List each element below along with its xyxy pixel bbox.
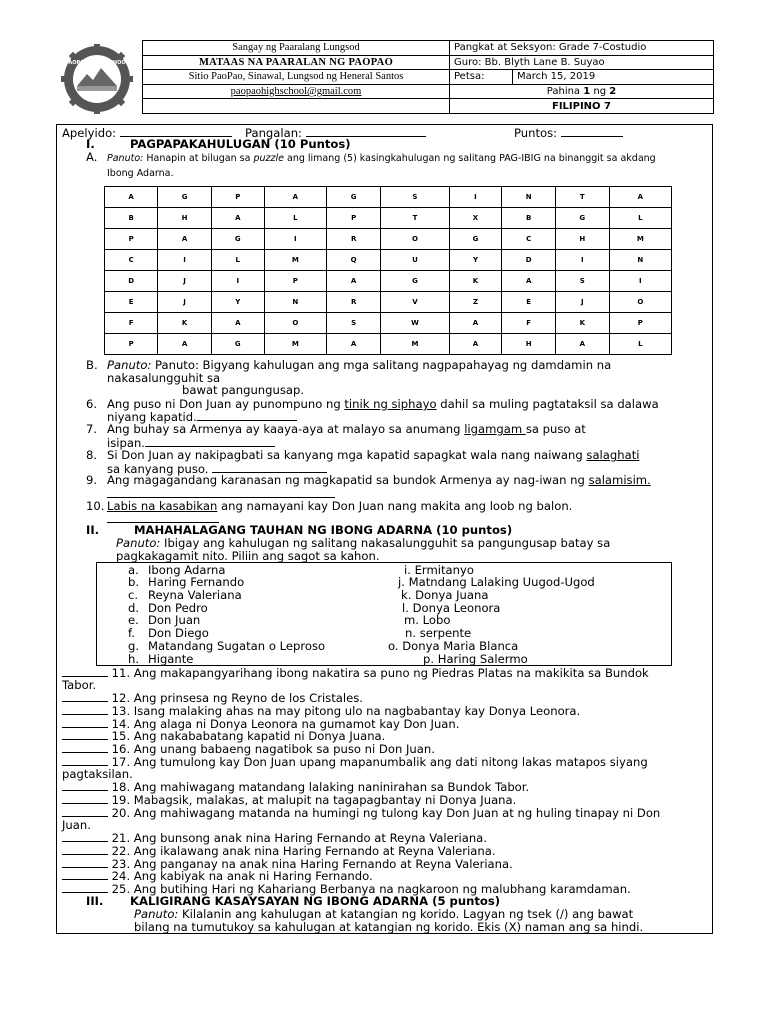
choice-item: Don Pedro	[148, 601, 208, 615]
teacher-name: Guro: Bb. Blyth Lane B. Suyao	[450, 55, 714, 70]
item-7-pre: Ang buhay sa Armenya ay kaaya-aya at malayo sa anumang	[107, 422, 465, 436]
q18-text: 18. Ang mahiwagang matandang lalaking naninirahan sa Bundok Tabor.	[108, 780, 530, 794]
choice-item: p. Haring Salermo	[423, 652, 528, 666]
q23-answer-blank[interactable]	[62, 857, 108, 868]
choice-letter: g.	[128, 639, 140, 653]
grid-cell[interactable]: J	[158, 292, 212, 313]
question-13	[62, 704, 580, 718]
grid-cell[interactable]: A	[211, 208, 264, 229]
grid-cell[interactable]: L	[609, 208, 671, 229]
item-8-pre: Si Don Juan ay nakipagbati sa kanyang mga kapatid sapagkat wala nang naiwang	[107, 448, 587, 462]
q11-answer-blank[interactable]	[62, 666, 108, 677]
item-7-answer-blank[interactable]	[145, 436, 275, 447]
grid-cell[interactable]: H	[502, 334, 556, 355]
question-19	[62, 793, 516, 807]
question-18	[62, 780, 529, 794]
item-6-post: dahil sa muling pagtataksil sa dalawa	[436, 397, 659, 411]
grid-cell[interactable]: I	[264, 229, 326, 250]
grid-cell[interactable]: O	[381, 229, 449, 250]
grid-cell[interactable]: P	[105, 334, 158, 355]
grid-cell[interactable]: N	[502, 187, 556, 208]
grid-cell[interactable]: I	[555, 250, 609, 271]
q24-text: 24. Ang kabiyak na anak ni Haring Fernando.	[108, 869, 373, 883]
q16-answer-blank[interactable]	[62, 742, 108, 753]
grade-section: Pangkat at Seksyon: Grade 7-Costudio	[450, 41, 714, 56]
q25-answer-blank[interactable]	[62, 882, 108, 893]
word-search-grid	[104, 186, 672, 355]
grid-cell[interactable]: I	[211, 271, 264, 292]
question-16	[62, 742, 435, 756]
grid-cell[interactable]: M	[381, 334, 449, 355]
grid-cell[interactable]: G	[449, 229, 502, 250]
question-21	[62, 831, 487, 845]
grid-cell[interactable]: B	[502, 208, 556, 229]
item-8-word: salaghati	[586, 448, 640, 462]
choice-letter: f.	[128, 626, 135, 640]
item-8-answer-blank[interactable]	[212, 462, 327, 473]
given-name-blank[interactable]	[306, 126, 426, 137]
item-10-post: ang namayani kay Don Juan nang makita ang loob ng balon.	[217, 499, 573, 513]
q25-text: 25. Ang butihing Hari ng Kahariang Berbanya na nagkaroon ng malubhang karamdaman.	[108, 882, 631, 896]
grid-row	[105, 187, 672, 208]
q20-text: 20. Ang mahiwagang matanda na humingi ng tulong kay Don Juan at ng huling tinapay ni Don	[108, 806, 661, 820]
q20-answer-blank[interactable]	[62, 806, 108, 817]
part1-a-instruction	[107, 152, 656, 165]
q17-answer-blank[interactable]	[62, 755, 108, 766]
grid-cell[interactable]: K	[449, 271, 502, 292]
q19-answer-blank[interactable]	[62, 793, 108, 804]
grid-cell[interactable]: G	[211, 229, 264, 250]
grid-cell[interactable]: C	[105, 250, 158, 271]
q12-answer-blank[interactable]	[62, 691, 108, 702]
grid-row	[105, 271, 672, 292]
choice-item: l. Donya Leonora	[402, 601, 501, 615]
grid-cell[interactable]: C	[502, 229, 556, 250]
grid-cell[interactable]: A	[105, 187, 158, 208]
q13-answer-blank[interactable]	[62, 704, 108, 715]
grid-cell[interactable]: M	[264, 250, 326, 271]
part3-title: KALIGIRANG KASAYSAYAN NG IBONG ADARNA (5 puntos)	[130, 894, 501, 908]
q22-answer-blank[interactable]	[62, 844, 108, 855]
q11-text: 11. Ang makapangyarihang ibong nakatira sa puno ng Piedras Platas na makikita sa Bundok	[108, 666, 649, 680]
school-name: MATAAS NA PAARALAN NG PAOPAO	[143, 55, 450, 70]
choice-letter: c.	[128, 588, 139, 602]
surname-blank[interactable]	[120, 126, 232, 137]
choice-item: Haring Fernando	[148, 575, 245, 589]
school-email-cell	[143, 84, 450, 99]
choice-item: i. Ermitanyo	[404, 563, 474, 577]
grid-row	[105, 334, 672, 355]
grid-cell[interactable]: G	[158, 187, 212, 208]
part3-number: III.	[86, 894, 104, 908]
question-11	[62, 666, 649, 680]
question-20-cont: Juan.	[62, 818, 91, 832]
q19-text: 19. Mabagsik, malakas, at malupit na tagapagbantay ni Donya Juana.	[108, 793, 517, 807]
grid-cell[interactable]: J	[555, 292, 609, 313]
word-search-body	[105, 187, 672, 355]
item-9-num: 9.	[86, 473, 98, 487]
choice-letter: e.	[128, 613, 139, 627]
q21-answer-blank[interactable]	[62, 831, 108, 842]
item-8-num: 8.	[86, 448, 98, 462]
item-6-line2-text: niyang kapatid.	[107, 410, 197, 424]
grid-cell[interactable]: S	[381, 187, 449, 208]
item-7-text	[107, 423, 586, 436]
grid-cell[interactable]: L	[609, 334, 671, 355]
q18-answer-blank[interactable]	[62, 780, 108, 791]
grid-cell[interactable]: A	[211, 313, 264, 334]
grid-cell[interactable]: D	[502, 250, 556, 271]
q14-answer-blank[interactable]	[62, 717, 108, 728]
item-10-num: 10.	[86, 499, 105, 513]
grid-row	[105, 313, 672, 334]
part2-number: II.	[86, 523, 100, 537]
grid-cell[interactable]: A	[502, 271, 556, 292]
grid-cell[interactable]: A	[326, 334, 380, 355]
grid-cell[interactable]: E	[502, 292, 556, 313]
grid-cell[interactable]: A	[158, 334, 212, 355]
grid-cell[interactable]: A	[264, 187, 326, 208]
points-field[interactable]	[514, 126, 623, 140]
grid-cell[interactable]: B	[105, 208, 158, 229]
a-period: .	[170, 168, 174, 179]
choice-letter: b.	[128, 575, 140, 589]
part1-b-text3: bawat pangungusap.	[182, 383, 305, 397]
part3-instruction-line2: bilang na tumutukoy sa kahulugan at katangian ng korido. Ekis (X) naman ang sa hindi.	[134, 920, 644, 934]
choice-letter: d.	[128, 601, 140, 615]
question-17-cont: pagtaksilan.	[62, 767, 133, 781]
grid-cell[interactable]: P	[211, 187, 264, 208]
q13-text: 13. Isang malaking ahas na may pitong ulo na nagbabantay kay Donya Leonora.	[108, 704, 581, 718]
choice-item: o. Donya Maria Blanca	[388, 639, 519, 653]
item-6	[86, 397, 659, 411]
grid-cell[interactable]: G	[381, 271, 449, 292]
q14-text: 14. Ang alaga ni Donya Leonora na gumamot kay Don Juan.	[108, 717, 460, 731]
grid-cell[interactable]: H	[555, 229, 609, 250]
grid-cell[interactable]: X	[449, 208, 502, 229]
item-9	[86, 473, 651, 487]
grid-cell[interactable]: K	[555, 313, 609, 334]
grid-cell[interactable]: L	[264, 208, 326, 229]
school-seal-logo	[57, 44, 137, 114]
part1-title: PAGPAPAKAHULUGAN (10 Puntos)	[130, 137, 351, 151]
grid-cell[interactable]: N	[264, 292, 326, 313]
choice-letter: a.	[128, 563, 139, 577]
choice-item: Higante	[148, 652, 194, 666]
part2-text1: Ibigay ang kahulugan ng salitang nakasalungguhit sa pangungusap batay sa	[160, 536, 611, 550]
choice-item: n. serpente	[405, 626, 472, 640]
q15-text: 15. Ang nakababatang kapatid ni Donya Juana.	[108, 729, 386, 743]
grid-row	[105, 292, 672, 313]
question-20	[62, 806, 660, 820]
q12-text: 12. Ang prinsesa ng Reyno de los Cristales.	[108, 691, 363, 705]
item-6-num: 6.	[86, 397, 98, 411]
page-number: 1	[583, 86, 591, 98]
item-8-line2-text: sa kanyang puso.	[107, 462, 213, 476]
part1-a-label: A.	[86, 150, 98, 164]
seal-text: PAOPAO HIGH SCHOOL	[65, 60, 129, 66]
header-empty-cell	[143, 99, 450, 114]
seal-ground	[77, 86, 117, 91]
q21-text: 21. Ang bunsong anak nina Haring Fernando at Reyna Valeriana.	[108, 831, 487, 845]
item-9-pre: Ang magagandang karanasan ng magkapatid sa bundok Armenya ay nag-iwan ng	[107, 473, 589, 487]
item-9-text	[107, 474, 651, 487]
grid-cell[interactable]: L	[211, 250, 264, 271]
panuto-label: Panuto:	[107, 153, 144, 164]
grid-cell[interactable]: P	[326, 208, 380, 229]
a-text3: Ibong Adarna	[107, 168, 171, 179]
page-prefix: Pahina	[546, 86, 584, 98]
grid-row	[105, 250, 672, 271]
choice-item: Ibong Adarna	[148, 563, 226, 577]
choice-item: Don Juan	[148, 613, 201, 627]
item-10-word: Labis na kasabikan	[107, 499, 218, 513]
item-7-line2-text: isipan.	[107, 436, 145, 450]
question-15	[62, 729, 385, 743]
grid-cell[interactable]: V	[381, 292, 449, 313]
choice-letter: h.	[128, 652, 140, 666]
grid-cell[interactable]: T	[381, 208, 449, 229]
page-indicator	[450, 84, 714, 99]
item-6-word: tinik ng siphayo	[344, 397, 437, 411]
grid-cell[interactable]: P	[264, 271, 326, 292]
grid-cell[interactable]: O	[609, 292, 671, 313]
choice-item: Matandang Sugatan o Leproso	[148, 639, 326, 653]
grid-cell[interactable]: F	[502, 313, 556, 334]
grid-cell[interactable]: E	[105, 292, 158, 313]
a-text1: Hanapin at bilugan sa	[143, 153, 254, 164]
grid-cell[interactable]: I	[609, 271, 671, 292]
question-11-cont: Tabor.	[62, 678, 97, 692]
grid-cell[interactable]: W	[381, 313, 449, 334]
grid-row	[105, 208, 672, 229]
grid-cell[interactable]: Z	[449, 292, 502, 313]
grid-cell[interactable]: J	[158, 271, 212, 292]
grid-cell[interactable]: S	[326, 313, 380, 334]
part3-panuto-label: Panuto:	[134, 907, 179, 921]
grid-cell[interactable]: P	[105, 229, 158, 250]
item-6-pre: Ang puso ni Don Juan ay punompuno ng	[107, 397, 345, 411]
item-6-answer-blank[interactable]	[197, 410, 297, 421]
grid-cell[interactable]: A	[158, 229, 212, 250]
b-panuto-label: Panuto:	[107, 358, 152, 372]
part1-a-instruction-line2	[107, 167, 174, 180]
part1-b-text2: nakasalungguhit sa	[107, 371, 221, 385]
page-total: 2	[609, 86, 617, 98]
grid-cell[interactable]: A	[609, 187, 671, 208]
a-text2: ang limang (5) kasingkahulugan ng salitang PAG-IBIG na binanggit sa akdang	[283, 153, 656, 164]
part2-panuto-label: Panuto:	[116, 536, 161, 550]
choice-item: Don Diego	[148, 626, 209, 640]
date-value: March 15, 2019	[513, 70, 714, 85]
grid-cell[interactable]: M	[264, 334, 326, 355]
grid-cell[interactable]: A	[449, 313, 502, 334]
grid-cell[interactable]: I	[158, 250, 212, 271]
grid-cell[interactable]: N	[609, 250, 671, 271]
grid-cell[interactable]: D	[105, 271, 158, 292]
date-label: Petsa:	[450, 70, 513, 85]
item-9-answer-blank[interactable]	[107, 487, 335, 498]
grid-cell[interactable]: G	[211, 334, 264, 355]
part1-b-label: B.	[86, 358, 98, 372]
points-blank[interactable]	[561, 126, 623, 137]
item-8	[86, 448, 640, 462]
question-22	[62, 844, 496, 858]
choice-item: k. Donya Juana	[401, 588, 489, 602]
b-text1: Panuto: Bigyang kahulugan ang mga salitang nagpapahayag ng damdamin na	[151, 358, 612, 372]
grid-cell[interactable]: S	[555, 271, 609, 292]
grid-cell[interactable]: U	[381, 250, 449, 271]
q24-answer-blank[interactable]	[62, 869, 108, 880]
choice-item: j. Matndang Lalaking Uugod-Ugod	[398, 575, 595, 589]
puzzle-word: puzzle	[253, 153, 284, 164]
part3-text1: Kilalanin ang kahulugan at katangian ng korido. Lagyan ng tsek (/) ang bawat	[178, 907, 634, 921]
grid-cell[interactable]: R	[326, 292, 380, 313]
grid-cell[interactable]: I	[449, 187, 502, 208]
points-label: Puntos:	[514, 126, 558, 140]
question-24	[62, 869, 373, 883]
part2-title: MAHAHALAGANG TAUHAN NG IBONG ADARNA (10 puntos)	[134, 523, 513, 537]
item-8-text	[107, 449, 639, 462]
grid-cell[interactable]: G	[555, 208, 609, 229]
grid-cell[interactable]: G	[326, 187, 380, 208]
item-7-word: ligamgam	[464, 422, 526, 436]
grid-cell[interactable]: K	[158, 313, 212, 334]
grid-cell[interactable]: T	[555, 187, 609, 208]
grid-cell[interactable]: P	[609, 313, 671, 334]
grid-cell[interactable]: A	[326, 271, 380, 292]
item-10-answer-blank[interactable]	[107, 512, 219, 523]
division-name: Sangay ng Paaralang Lungsod	[143, 41, 450, 56]
grid-cell[interactable]: A	[449, 334, 502, 355]
item-7-post: sa puso at	[525, 422, 586, 436]
choice-item: m. Lobo	[404, 613, 451, 627]
grid-cell[interactable]: F	[105, 313, 158, 334]
item-10	[86, 499, 573, 513]
grid-cell[interactable]: O	[264, 313, 326, 334]
question-12	[62, 691, 363, 705]
item-7-num: 7.	[86, 422, 98, 436]
part2-instruction-line2: pagkakagamit nito. Piliin ang sagot sa kahon.	[116, 549, 380, 563]
page-mid: ng	[590, 86, 610, 98]
grid-cell[interactable]: Y	[449, 250, 502, 271]
header-table	[142, 40, 714, 114]
grid-cell[interactable]: R	[326, 229, 380, 250]
subject-title: FILIPINO 7	[450, 99, 714, 114]
choice-item: Reyna Valeriana	[148, 588, 242, 602]
grid-cell[interactable]: M	[609, 229, 671, 250]
school-address: Sitio PaoPao, Sinawal, Lungsod ng Heneral Santos	[143, 70, 450, 85]
q23-text: 23. Ang panganay na anak nina Haring Fernando at Reyna Valeriana.	[108, 857, 513, 871]
part1-number: I.	[86, 137, 95, 151]
grid-cell[interactable]: Q	[326, 250, 380, 271]
grid-cell[interactable]: Y	[211, 292, 264, 313]
surname-label: Apelyido:	[62, 126, 117, 140]
grid-row	[105, 229, 672, 250]
q17-text: 17. Ang tumulong kay Don Juan upang mapanumbalik ang dati nitong lakas matapos siyang	[108, 755, 648, 769]
item-9-word: salamisim.	[588, 473, 651, 487]
q22-text: 22. Ang ikalawang anak nina Haring Fernando at Reyna Valeriana.	[108, 844, 496, 858]
item-7	[86, 422, 586, 436]
school-email-link[interactable]: paopaohighschool@gmail.com	[230, 86, 362, 98]
q15-answer-blank[interactable]	[62, 729, 108, 740]
grid-cell[interactable]: A	[555, 334, 609, 355]
grid-cell[interactable]: H	[158, 208, 212, 229]
q16-text: 16. Ang unang babaeng nagatibok sa puso ni Don Juan.	[108, 742, 435, 756]
question-17	[62, 755, 648, 769]
given-name-label: Pangalan:	[245, 126, 302, 140]
